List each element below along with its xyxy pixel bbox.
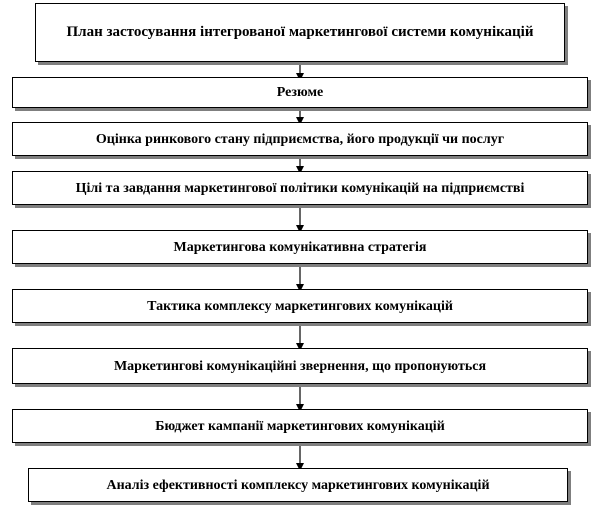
step-effectiveness-analysis: Аналіз ефективності комплексу маркетингових комунікацій	[28, 468, 568, 502]
step-messages: Маркетингові комунікаційні звернення, що пропонуються	[12, 348, 588, 384]
step-summary: Резюме	[12, 77, 588, 108]
step-communication-strategy: Маркетингова комунікативна стратегія	[12, 230, 588, 264]
step-goals-and-tasks: Цілі та завдання маркетингової політики комунікацій на підприємстві	[12, 171, 588, 205]
step-budget: Бюджет кампанії маркетингових комунікацій	[12, 409, 588, 443]
step-tactics: Тактика комплексу маркетингових комунікацій	[12, 289, 588, 323]
diagram-title-box: План застосування інтегрованої маркетингової системи комунікацій	[35, 3, 565, 62]
step-market-assessment: Оцінка ринкового стану підприємства, його продукції чи послуг	[12, 122, 588, 156]
